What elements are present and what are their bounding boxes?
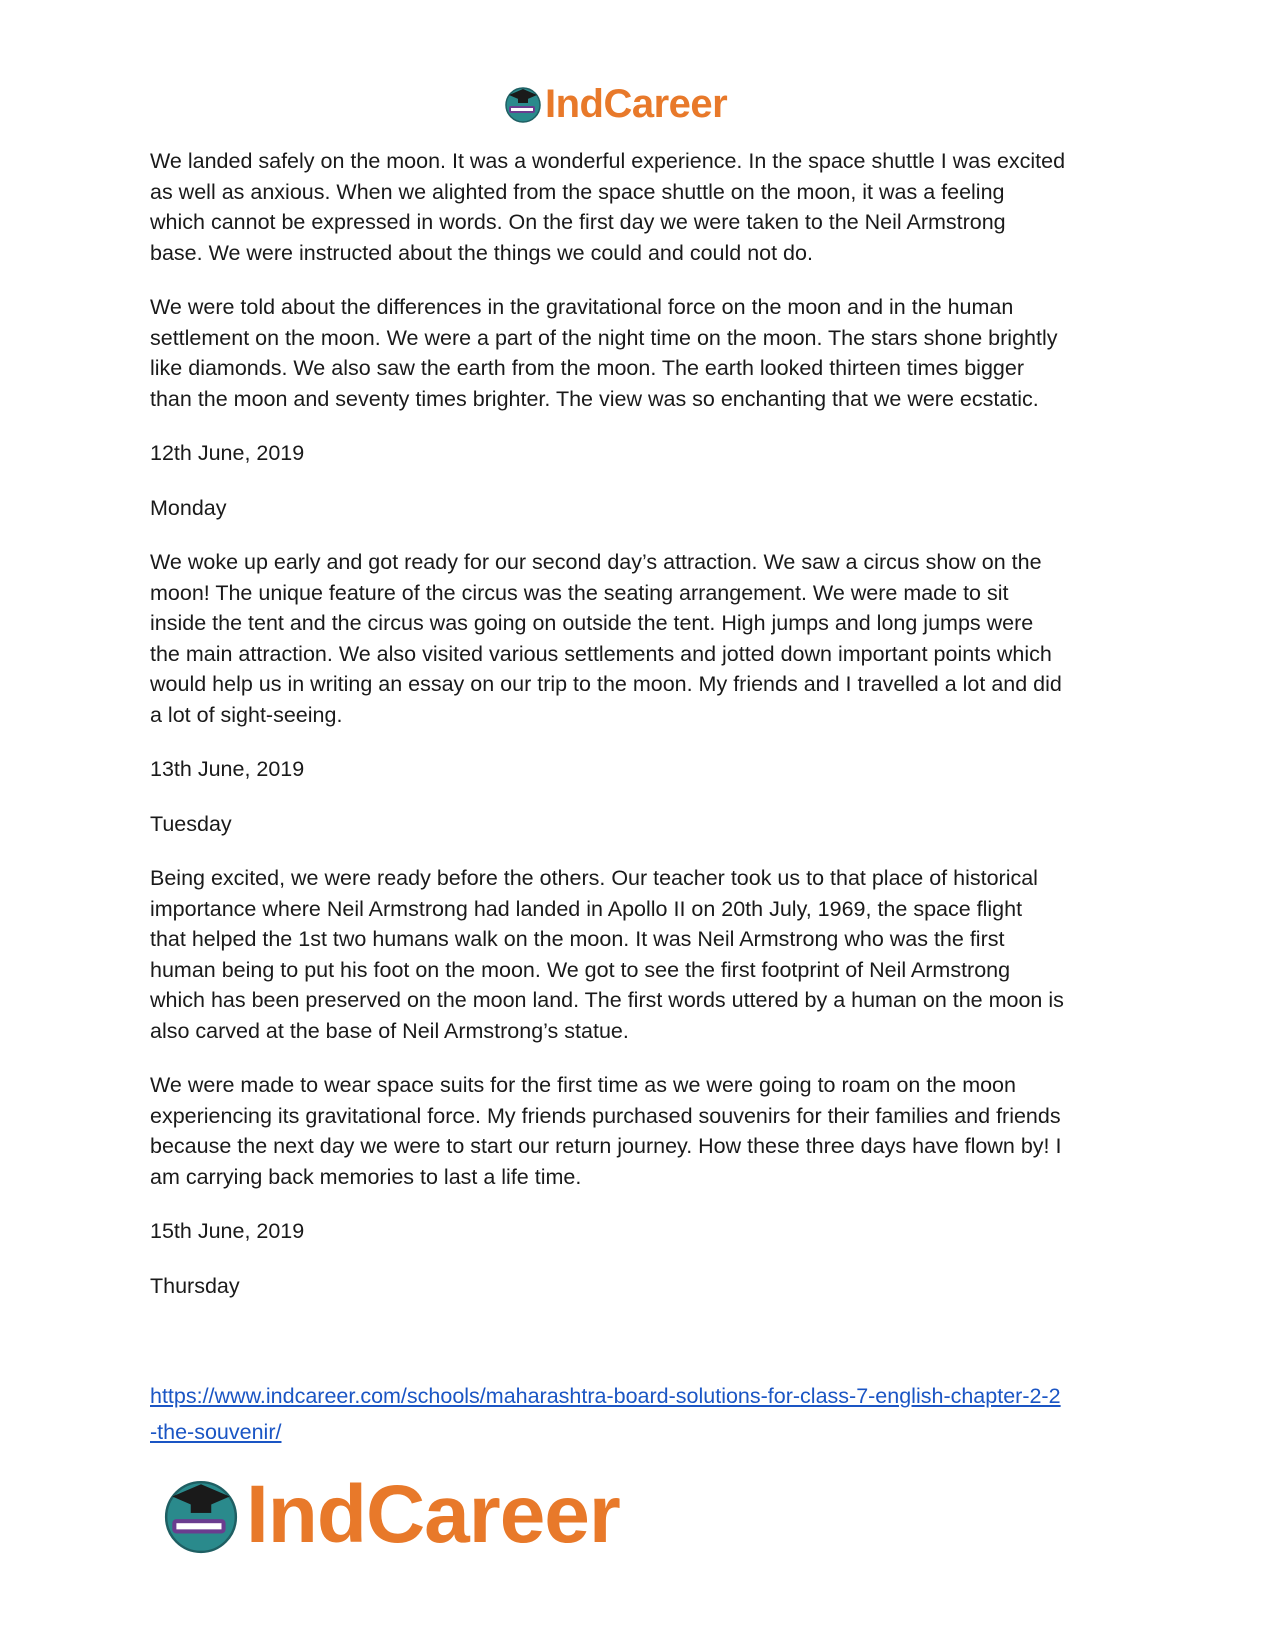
entry-date: 12th June, 2019 — [150, 441, 305, 465]
paragraph-line: Being excited, we were ready before the others. Our teacher took us to that place of historical — [150, 866, 1038, 890]
paragraph — [150, 292, 1130, 414]
entry-day: Thursday — [150, 1273, 240, 1298]
paragraph-line: as well as anxious. When we alighted from the space shuttle on the moon, it was a feeling — [150, 179, 1005, 204]
header-logo — [503, 80, 727, 128]
paragraph-line: We landed safely on the moon. It was a wonderful experience. In the space shuttle I was excited — [150, 149, 1066, 173]
paragraph-line: We were made to wear space suits for the first time as we were going to roam on the moon — [150, 1073, 1016, 1097]
paragraph-line: am carrying back memories to last a life time. — [150, 1164, 582, 1189]
paragraph — [150, 863, 1130, 1046]
graduation-cap-book-globe-icon — [503, 84, 543, 124]
paragraph-line: moon! The unique feature of the circus was the seating arrangement. We were made to sit — [150, 580, 1009, 605]
entry-day: Tuesday — [150, 811, 232, 836]
source-link-line[interactable]: -the-souvenir/ — [150, 1420, 282, 1444]
source-link-line[interactable]: https://www.indcareer.com/schools/maharashtra-board-solutions-for-class-7-english-chapter-2-2 — [150, 1384, 1061, 1408]
paragraph-line: which has been preserved on the moon land. The first words uttered by a human on the moon is — [150, 988, 1064, 1012]
paragraph — [150, 1070, 1130, 1192]
paragraph — [150, 146, 1130, 268]
footer-logo — [160, 1470, 620, 1560]
paragraph-line: also carved at the base of Neil Armstrong’s statue. — [150, 1018, 629, 1043]
paragraph — [150, 547, 1130, 730]
brand-name: IndCareer — [545, 82, 728, 126]
paragraph-line: like diamonds. We also saw the earth from the moon. The earth looked thirteen times bigger — [150, 356, 1024, 380]
entry-day: Monday — [150, 495, 227, 520]
paragraph-line: We woke up early and got ready for our second day’s attraction. We saw a circus show on the — [150, 550, 1042, 574]
paragraph-line: because the next day we were to start our return journey. How these three days have flown by! I — [150, 1134, 1062, 1158]
paragraph-line: a lot of sight-seeing. — [150, 702, 343, 727]
paragraph-line: experiencing its gravitational force. My friends purchased souvenirs for their families and friends — [150, 1103, 1061, 1128]
paragraph-line: inside the tent and the circus was going on outside the tent. High jumps and long jumps were — [150, 611, 1034, 635]
paragraph-line: would help us in writing an essay on our trip to the moon. My friends and I travelled a lot and did — [150, 672, 1062, 696]
paragraph-line: We were told about the differences in the gravitational force on the moon and in the human — [150, 295, 1014, 319]
entry-date: 15th June, 2019 — [150, 1219, 305, 1243]
brand-name: IndCareer — [246, 1469, 620, 1560]
graduation-cap-book-globe-icon — [160, 1474, 242, 1556]
paragraph-line: settlement on the moon. We were a part of the night time on the moon. The stars shone brightly — [150, 325, 1058, 350]
paragraph-line: that helped the 1st two humans walk on the moon. It was Neil Armstrong who was the first — [150, 927, 1005, 951]
paragraph-line: the main attraction. We also visited various settlements and jotted down important points which — [150, 641, 1052, 666]
paragraph-line: human being to put his foot on the moon. We got to see the first footprint of Neil Armstrong — [150, 957, 1011, 982]
source-link[interactable] — [150, 1378, 1061, 1450]
document-body — [150, 146, 1130, 1325]
paragraph-line: than the moon and seventy times brighter. The view was so enchanting that we were ecstatic. — [150, 386, 1039, 411]
paragraph-line: which cannot be expressed in words. On the first day we were taken to the Neil Armstrong — [150, 210, 1006, 234]
entry-date: 13th June, 2019 — [150, 757, 305, 781]
paragraph-line: importance where Neil Armstrong had landed in Apollo II on 20th July, 1969, the space flight — [150, 896, 1023, 921]
paragraph-line: base. We were instructed about the things we could and could not do. — [150, 240, 813, 265]
